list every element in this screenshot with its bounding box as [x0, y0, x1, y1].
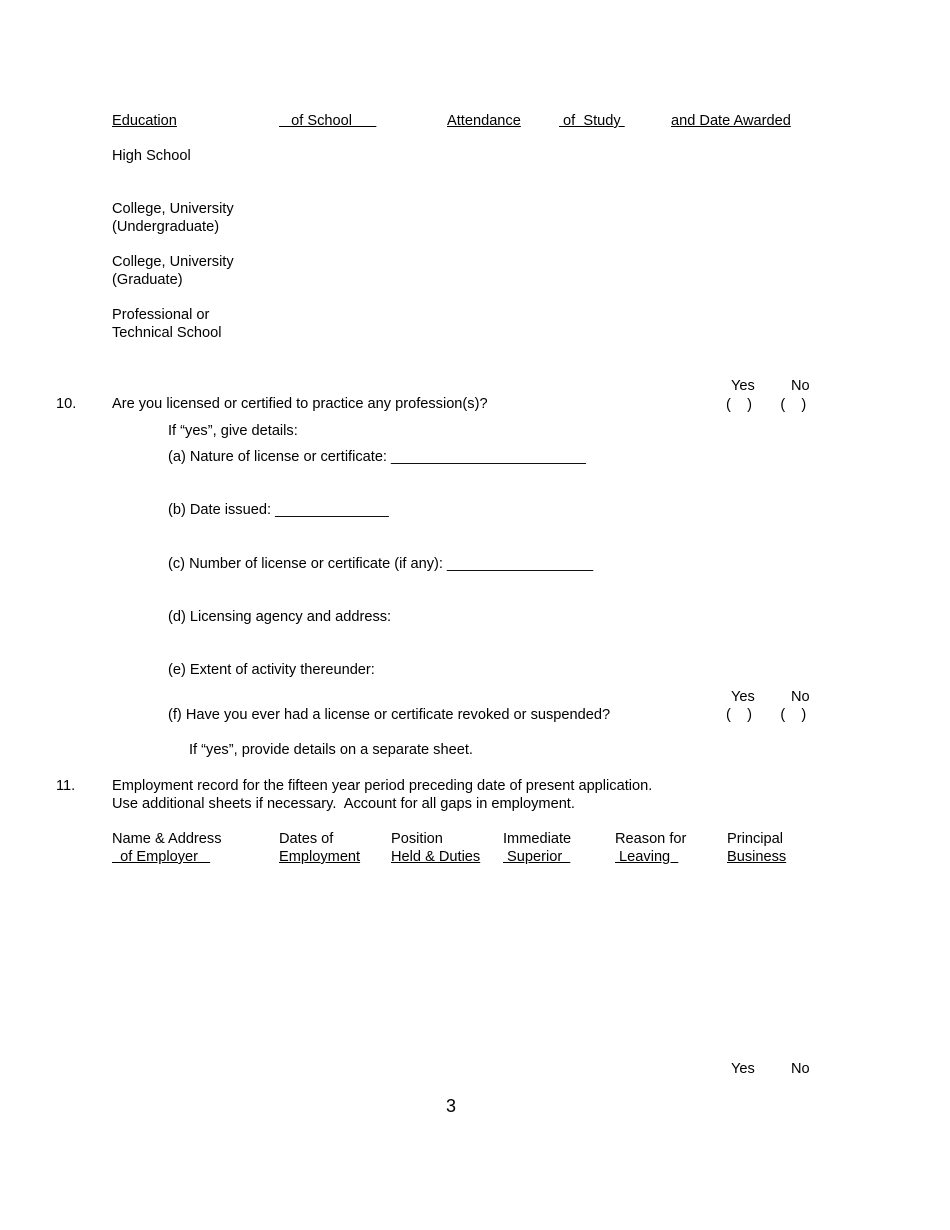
q10-no-label: No: [791, 378, 810, 394]
q10f-yes-label: Yes: [731, 689, 755, 705]
q11-header-leaving: Leaving: [615, 849, 679, 865]
page-number: 3: [446, 1096, 457, 1116]
q11-line2: Use additional sheets if necessary. Account for all gaps in employment.: [112, 796, 575, 812]
q11-header-dates: Dates of: [279, 831, 334, 847]
bottom-yes-label: Yes: [731, 1061, 755, 1077]
q11-header-of-employer: of Employer: [112, 849, 211, 865]
edu-header-school: of School: [279, 113, 377, 129]
edu-row-college-grad: College, University: [112, 254, 234, 270]
q10-question: Are you licensed or certified to practice any profession(s)?: [112, 396, 488, 412]
edu-header-attendance: Attendance: [447, 113, 521, 129]
q11-header-employer: Name & Address: [112, 831, 222, 847]
q10-field-nature[interactable]: (a) Nature of license or certificate: ________________________: [168, 449, 586, 465]
q10-field-extent: (e) Extent of activity thereunder:: [168, 662, 375, 678]
edu-row-professional: Professional or: [112, 307, 210, 323]
edu-row-college-undergrad: College, University: [112, 201, 234, 217]
q11-number: 11.: [56, 778, 76, 794]
edu-header-study: of Study: [559, 113, 625, 129]
q10-if-yes: If “yes”, give details:: [168, 423, 298, 439]
edu-row-technical: Technical School: [112, 325, 222, 341]
q10-field-agency: (d) Licensing agency and address:: [168, 609, 392, 625]
q11-header-business: Business: [727, 849, 787, 865]
q11-header-held-duties: Held & Duties: [391, 849, 481, 865]
edu-row-high-school: High School: [112, 148, 191, 164]
q11-line1: Employment record for the fifteen year period preceding date of present application.: [112, 778, 653, 794]
q11-header-reason: Reason for: [615, 831, 687, 847]
edu-row-undergrad-label: (Undergraduate): [112, 219, 220, 235]
q11-header-employment: Employment: [279, 849, 361, 865]
q11-header-position: Position: [391, 831, 443, 847]
edu-row-grad-label: (Graduate): [112, 272, 183, 288]
q10-yes-label: Yes: [731, 378, 755, 394]
q10f-note: If “yes”, provide details on a separate sheet.: [189, 742, 473, 758]
q10f-yes-no-boxes[interactable]: ( ) ( ): [726, 707, 807, 723]
q10f-no-label: No: [791, 689, 810, 705]
edu-header-education: Education: [112, 113, 177, 129]
q10-yes-no-boxes[interactable]: ( ) ( ): [726, 397, 807, 413]
q10-field-date-issued[interactable]: (b) Date issued: ______________: [168, 502, 389, 518]
bottom-no-label: No: [791, 1061, 810, 1077]
q10-field-license-number[interactable]: (c) Number of license or certificate (if any): __________________: [168, 556, 594, 572]
q11-header-superior: Superior: [503, 849, 571, 865]
edu-header-date-awarded: and Date Awarded: [671, 113, 791, 129]
q10f-question: (f) Have you ever had a license or certificate revoked or suspended?: [168, 707, 611, 723]
q10-number: 10.: [56, 396, 77, 412]
q11-header-principal: Principal: [727, 831, 783, 847]
q11-header-immediate: Immediate: [503, 831, 572, 847]
